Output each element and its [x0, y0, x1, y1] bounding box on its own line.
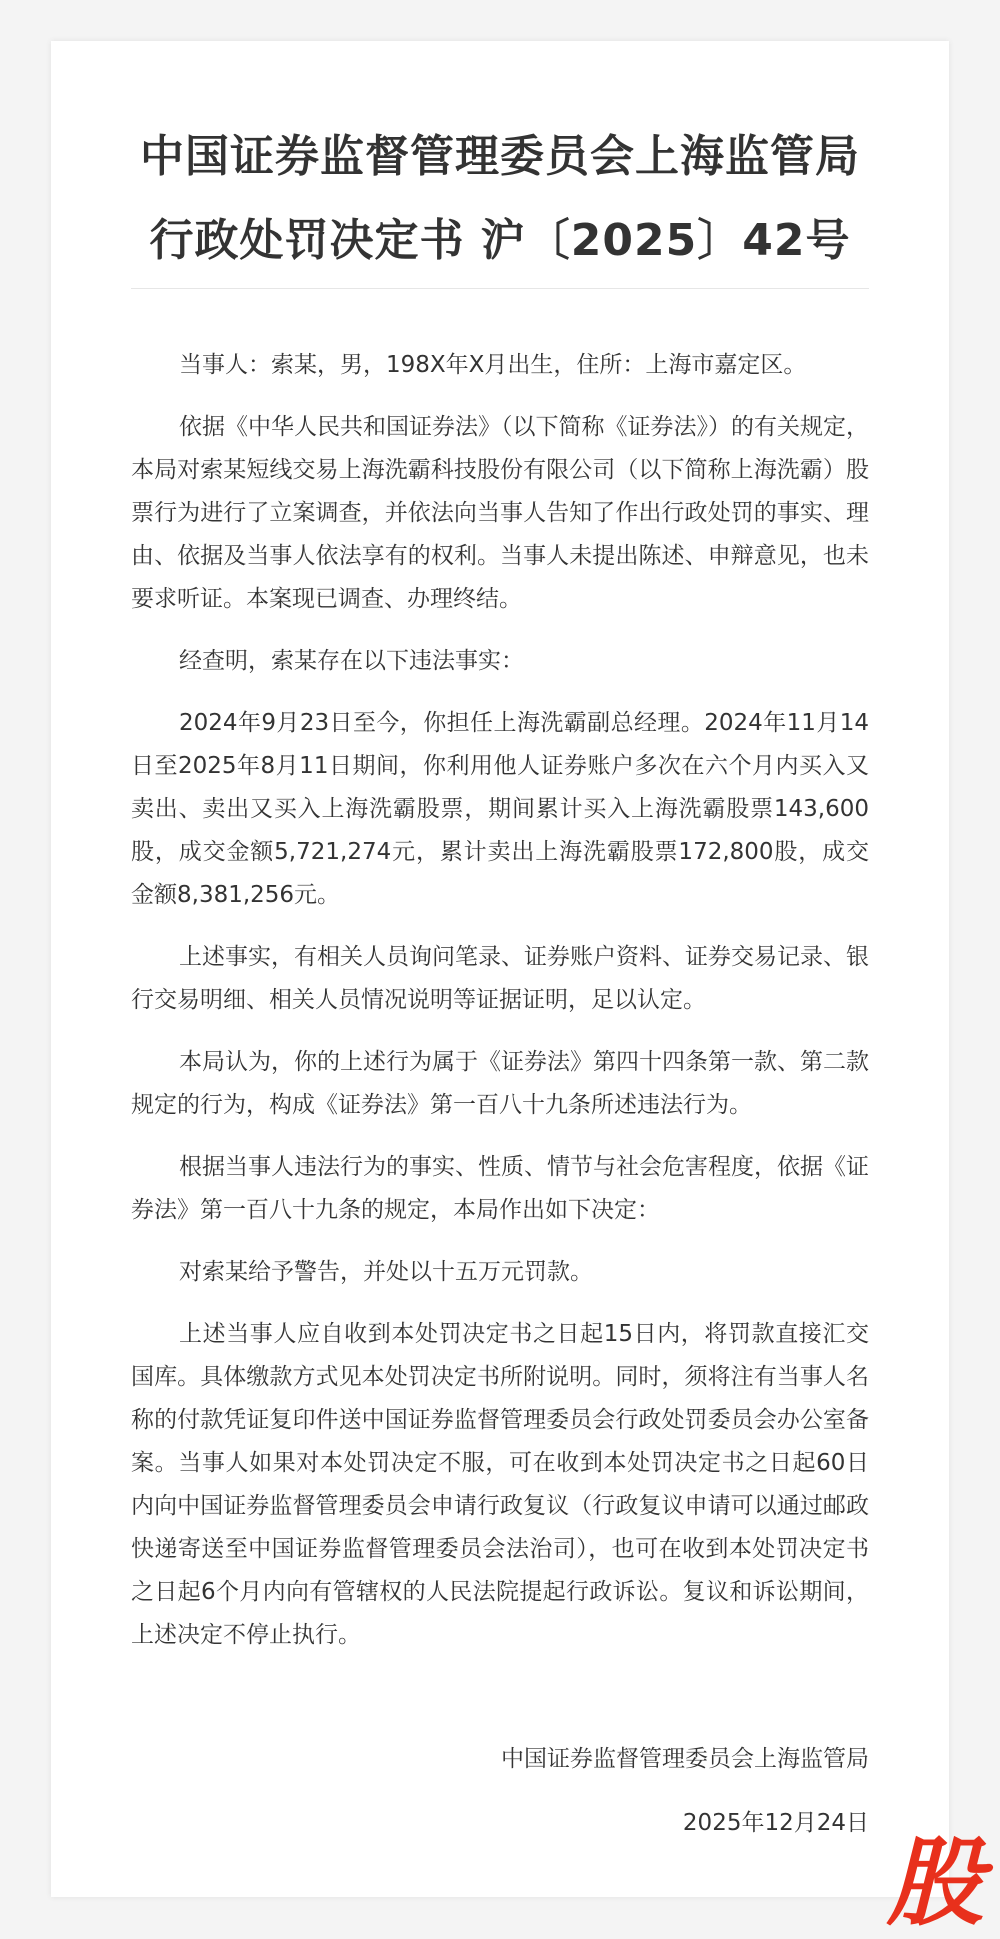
paragraph-payment-and-appeal: 上述当事人应自收到本处罚决定书之日起15日内，将罚款直接汇交国库。具体缴款方式见本处罚决定书所附说明。同时，须将注有当事人名称的付款凭证复印件送中国证券监督管理委员会行政处罚委员会办公室备案。当事人如果对本处罚决定不服，可在收到本处罚决定书之日起60日内向中国证券监督管理委员会申请行政复议（行政复议申请可以通过邮政快递寄送至中国证券监督管理委员会法治司），也可在收到本处罚决定书之日起6个月内向有管辖权的人民法院提起行政诉讼。复议和诉讼期间，上述决定不停止执行。	[131, 1321, 869, 1648]
document-title	[131, 115, 869, 283]
document-page	[51, 41, 949, 1897]
title-line-2: 行政处罚决定书 沪〔2025〕42号	[149, 215, 851, 266]
paragraph-findings-intro: 经查明，索某存在以下违法事实：	[179, 648, 524, 674]
paragraph-decision-basis: 根据当事人违法行为的事实、性质、情节与社会危害程度，依据《证券法》第一百八十九条的规定，本局作出如下决定：	[131, 1154, 869, 1223]
title-line-1: 中国证券监督管理委员会上海监管局	[140, 131, 860, 182]
paragraph-penalty: 对索某给予警告，并处以十五万元罚款。	[179, 1259, 593, 1285]
paragraph-party: 当事人：索某，男，198X年X月出生，住所：上海市嘉定区。	[179, 352, 807, 378]
paragraph-evidence: 上述事实，有相关人员询问笔录、证券账户资料、证券交易记录、银行交易明细、相关人员情况说明等证据证明，足以认定。	[131, 944, 869, 1013]
paragraph-opinion: 本局认为，你的上述行为属于《证券法》第四十四条第一款、第二款规定的行为，构成《证券法》第一百八十九条所述违法行为。	[131, 1049, 869, 1118]
title-divider	[131, 288, 869, 289]
issue-date: 2025年12月24日	[682, 1810, 869, 1836]
stock-watermark-logo: 股	[887, 1827, 983, 1939]
issuing-authority: 中国证券监督管理委员会上海监管局	[501, 1746, 869, 1772]
paragraph-basis: 依据《中华人民共和国证券法》（以下简称《证券法》）的有关规定，本局对索某短线交易上海洗霸科技股份有限公司（以下简称上海洗霸）股票行为进行了立案调查，并依法向当事人告知了作出行政处罚的事实、理由、依据及当事人依法享有的权利。当事人未提出陈述、申辩意见，也未要求听证。本案现已调查、办理终结。	[131, 414, 869, 612]
paragraph-facts: 2024年9月23日至今，你担任上海洗霸副总经理。2024年11月14日至2025年8月11日期间，你利用他人证券账户多次在六个月内买入又卖出、卖出又买入上海洗霸股票，期间累计买入上海洗霸股票143,600股，成交金额5,721,274元，累计卖出上海洗霸股票172,800股，成交金额8,381,256元。	[131, 710, 869, 908]
document-body	[131, 344, 869, 1676]
